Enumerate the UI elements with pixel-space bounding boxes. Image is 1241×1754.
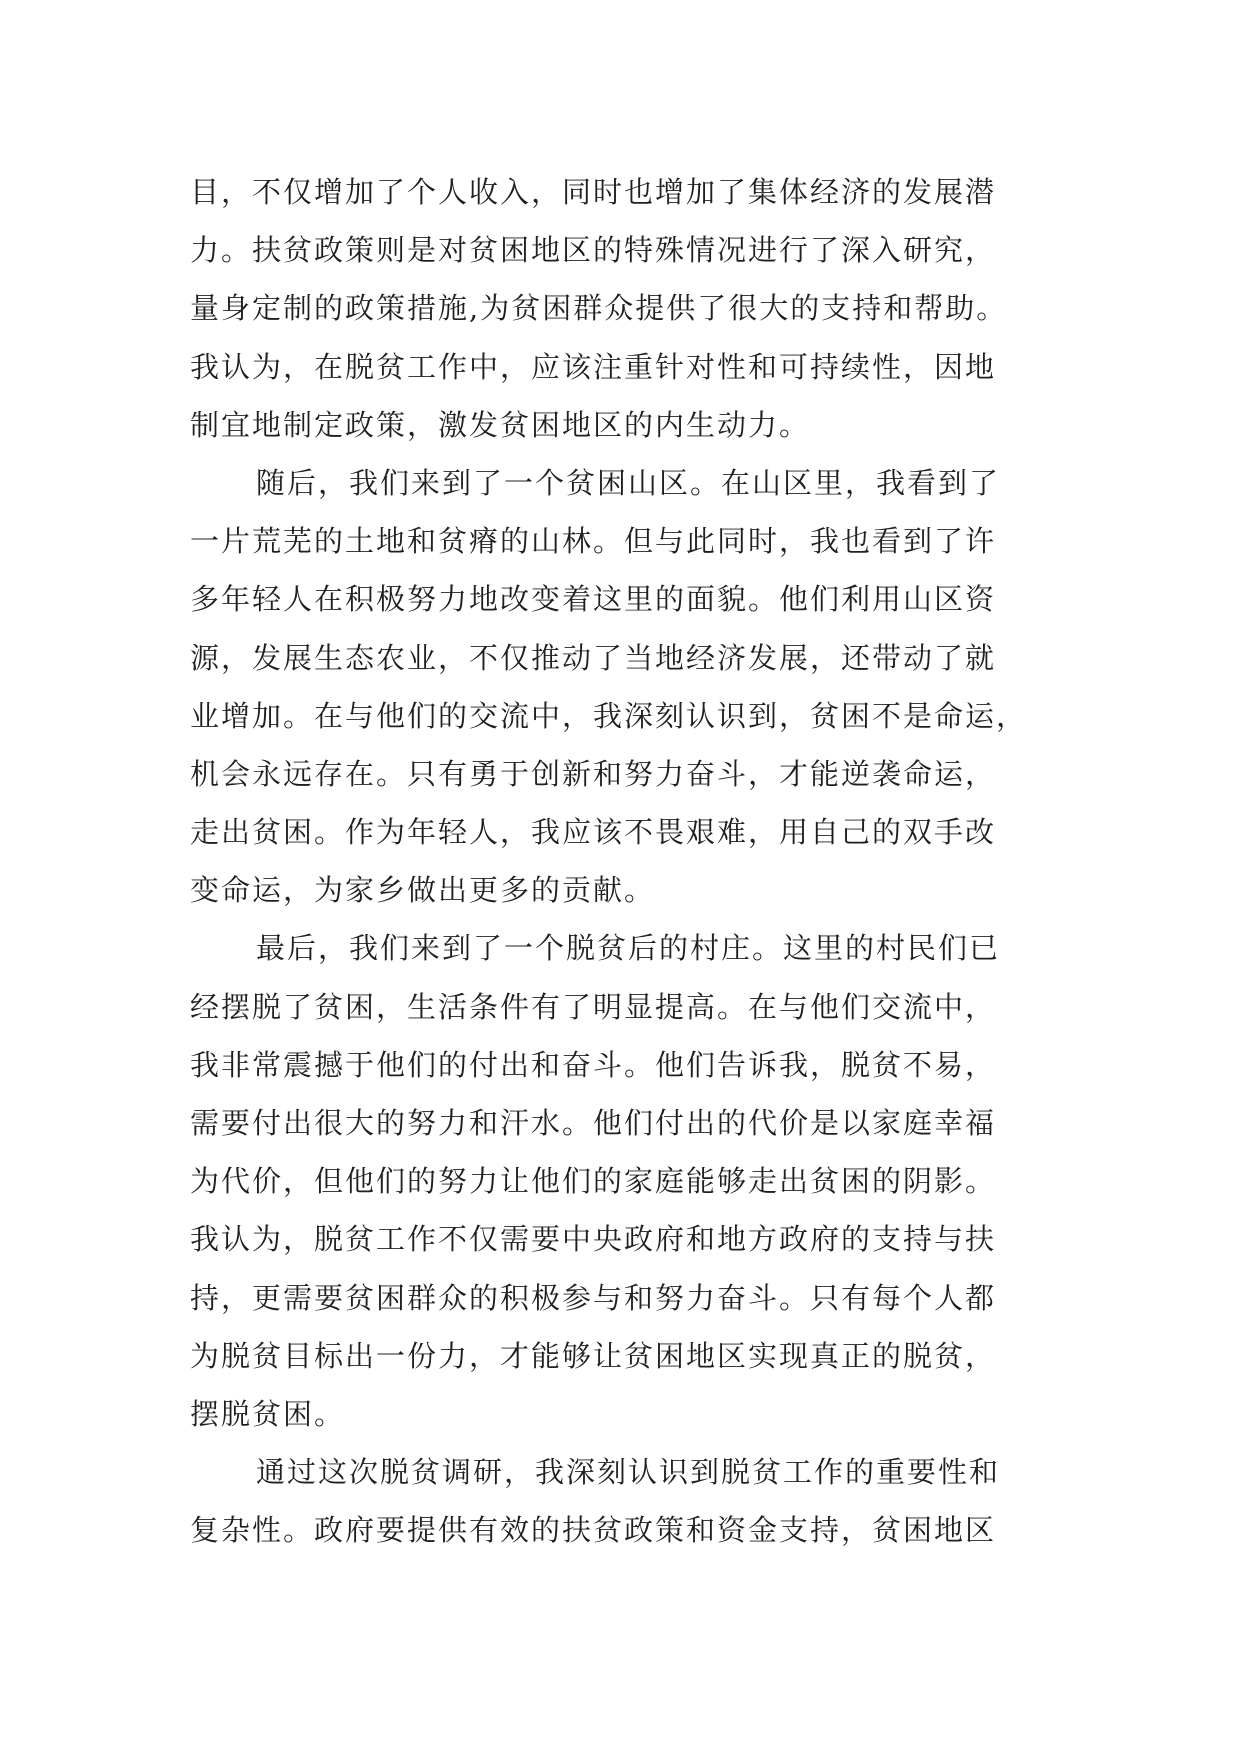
paragraph (190, 163, 1090, 454)
text-line: 制宜地制定政策，激发贫困地区的内生动力。 (190, 407, 811, 442)
text-line: 持，更需要贫困群众的积极参与和努力奋斗。只有每个人都 (190, 1280, 997, 1315)
text-line: 通过这次脱贫调研，我深刻认识到脱贫工作的重要性和 (256, 1455, 1001, 1490)
text-line: 多年轻人在积极努力地改变着这里的面貌。他们利用山区资 (190, 582, 997, 617)
text-line: 为脱贫目标出一份力，才能够让贫困地区实现真正的脱贫， (190, 1338, 997, 1373)
text-line: 为代价，但他们的努力让他们的家庭能够走出贫困的阴影。 (190, 1164, 997, 1199)
text-line: 目，不仅增加了个人收入，同时也增加了集体经济的发展潜 (190, 175, 997, 209)
text-line: 力。扶贫政策则是对贫困地区的特殊情况进行了深入研究， (190, 233, 997, 268)
text-line: 需要付出很大的努力和汗水。他们付出的代价是以家庭幸福 (190, 1106, 997, 1140)
body-text (190, 163, 1090, 1560)
text-line: 业增加。在与他们的交流中，我深刻认识到，贫困不是命运， (190, 698, 1028, 733)
text-line: 一片荒芜的土地和贫瘠的山林。但与此同时，我也看到了许 (190, 524, 997, 559)
paragraph (190, 1443, 1090, 1559)
text-line: 变命运，为家乡做出更多的贡献。 (190, 873, 656, 908)
text-line: 我认为，在脱贫工作中，应该注重针对性和可持续性，因地 (190, 349, 997, 384)
text-line: 摆脱贫困。 (190, 1396, 346, 1431)
text-line: 我认为，脱贫工作不仅需要中央政府和地方政府的支持与扶 (190, 1222, 997, 1257)
text-line: 随后，我们来到了一个贫困山区。在山区里，我看到了 (256, 465, 1001, 500)
text-line: 复杂性。政府要提供有效的扶贫政策和资金支持，贫困地区 (190, 1513, 997, 1548)
paragraph (190, 454, 1090, 920)
text-line: 量身定制的政策措施,为贫困群众提供了很大的支持和帮助。 (190, 291, 1008, 326)
text-line: 机会永远存在。只有勇于创新和努力奋斗，才能逆袭命运， (190, 756, 997, 791)
text-line: 我非常震撼于他们的付出和奋斗。他们告诉我，脱贫不易， (190, 1047, 997, 1082)
text-line: 经摆脱了贫困，生活条件有了明显提高。在与他们交流中， (190, 989, 997, 1024)
paragraph (190, 919, 1090, 1443)
text-line: 源，发展生态农业，不仅推动了当地经济发展，还带动了就 (190, 640, 997, 675)
text-line: 最后，我们来到了一个脱贫后的村庄。这里的村民们已 (256, 931, 1001, 966)
text-line: 走出贫困。作为年轻人，我应该不畏艰难，用自己的双手改 (190, 815, 997, 850)
